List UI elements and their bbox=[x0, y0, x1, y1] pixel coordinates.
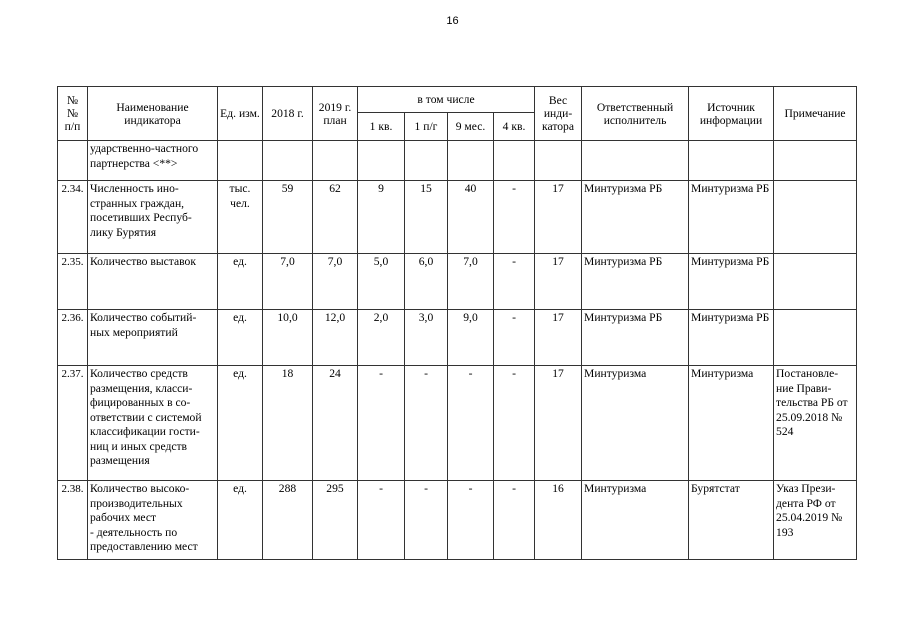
cell-q4: - bbox=[494, 310, 535, 366]
header-q1: 1 кв. bbox=[358, 113, 405, 141]
cell-responsible: Минтуризма bbox=[582, 366, 689, 481]
cell-weight: 17 bbox=[535, 310, 582, 366]
cell-q4 bbox=[494, 141, 535, 181]
cell-2019-plan: 24 bbox=[313, 366, 358, 481]
header-weight: Вес инди-катора bbox=[535, 87, 582, 141]
cell-h1: 3,0 bbox=[405, 310, 448, 366]
cell-name: ударственно-частного партнерства <**> bbox=[88, 141, 218, 181]
cell-2018: 7,0 bbox=[263, 254, 313, 310]
cell-9m: - bbox=[448, 366, 494, 481]
cell-2018 bbox=[263, 141, 313, 181]
cell-name: Количество высоко-производительных рабочих мест - деятельность по предоставлению мест bbox=[88, 481, 218, 560]
cell-source: Минтуризма bbox=[689, 366, 774, 481]
cell-q1: 9 bbox=[358, 181, 405, 254]
cell-num: 2.35. bbox=[58, 254, 88, 310]
header-unit: Ед. изм. bbox=[218, 87, 263, 141]
table-row bbox=[58, 310, 857, 366]
header-responsible: Ответственный исполнитель bbox=[582, 87, 689, 141]
header-including: в том числе bbox=[358, 87, 535, 113]
cell-name: Количество выставок bbox=[88, 254, 218, 310]
table-body bbox=[58, 141, 857, 560]
cell-q4: - bbox=[494, 366, 535, 481]
cell-2018: 18 bbox=[263, 366, 313, 481]
cell-2018: 288 bbox=[263, 481, 313, 560]
header-h1: 1 п/г bbox=[405, 113, 448, 141]
header-2019-plan: 2019 г. план bbox=[313, 87, 358, 141]
cell-2018: 10,0 bbox=[263, 310, 313, 366]
cell-note: Постановле-ние Прави-тельства РБ от 25.09.2018 № 524 bbox=[774, 366, 857, 481]
cell-source: Минтуризма РБ bbox=[689, 310, 774, 366]
cell-num: 2.36. bbox=[58, 310, 88, 366]
cell-h1: 6,0 bbox=[405, 254, 448, 310]
cell-name: Численность ино-странных граждан, посетивших Респуб-лику Бурятия bbox=[88, 181, 218, 254]
cell-unit bbox=[218, 141, 263, 181]
cell-q1: - bbox=[358, 366, 405, 481]
cell-unit: ед. bbox=[218, 481, 263, 560]
cell-source: Минтуризма РБ bbox=[689, 181, 774, 254]
cell-responsible: Минтуризма РБ bbox=[582, 310, 689, 366]
table-row bbox=[58, 366, 857, 481]
cell-responsible bbox=[582, 141, 689, 181]
header-name: Наименование индикатора bbox=[88, 87, 218, 141]
cell-9m: 9,0 bbox=[448, 310, 494, 366]
cell-2019-plan: 295 bbox=[313, 481, 358, 560]
page-number: 16 bbox=[446, 15, 459, 27]
cell-h1: - bbox=[405, 366, 448, 481]
cell-note bbox=[774, 141, 857, 181]
cell-h1: - bbox=[405, 481, 448, 560]
header-2018: 2018 г. bbox=[263, 87, 313, 141]
cell-note: Указ Прези-дента РФ от 25.04.2019 № 193 bbox=[774, 481, 857, 560]
header-source: Источник информации bbox=[689, 87, 774, 141]
cell-h1 bbox=[405, 141, 448, 181]
cell-2018: 59 bbox=[263, 181, 313, 254]
cell-2019-plan bbox=[313, 141, 358, 181]
cell-note bbox=[774, 254, 857, 310]
header-q4: 4 кв. bbox=[494, 113, 535, 141]
cell-name: Количество средств размещения, класси-фицированных в со-ответствии с системой классификации гости-ниц и иных средств размещения bbox=[88, 366, 218, 481]
cell-weight: 17 bbox=[535, 254, 582, 310]
cell-note bbox=[774, 181, 857, 254]
header-9m: 9 мес. bbox=[448, 113, 494, 141]
cell-source: Бурятстат bbox=[689, 481, 774, 560]
cell-q1: 2,0 bbox=[358, 310, 405, 366]
header-note: Примечание bbox=[774, 87, 857, 141]
cell-h1: 15 bbox=[405, 181, 448, 254]
cell-q4: - bbox=[494, 481, 535, 560]
cell-source: Минтуризма РБ bbox=[689, 254, 774, 310]
cell-weight: 16 bbox=[535, 481, 582, 560]
cell-unit: ед. bbox=[218, 310, 263, 366]
cell-q4: - bbox=[494, 254, 535, 310]
cell-unit: ед. bbox=[218, 254, 263, 310]
cell-9m bbox=[448, 141, 494, 181]
cell-weight: 17 bbox=[535, 366, 582, 481]
cell-q4: - bbox=[494, 181, 535, 254]
cell-responsible: Минтуризма РБ bbox=[582, 181, 689, 254]
cell-weight bbox=[535, 141, 582, 181]
cell-source bbox=[689, 141, 774, 181]
table-row bbox=[58, 141, 857, 181]
cell-name: Количество событий-ных мероприятий bbox=[88, 310, 218, 366]
cell-num: 2.37. bbox=[58, 366, 88, 481]
table-row bbox=[58, 481, 857, 560]
cell-q1: 5,0 bbox=[358, 254, 405, 310]
cell-num: 2.34. bbox=[58, 181, 88, 254]
cell-note bbox=[774, 310, 857, 366]
cell-responsible: Минтуризма РБ bbox=[582, 254, 689, 310]
cell-unit: тыс. чел. bbox=[218, 181, 263, 254]
cell-num bbox=[58, 141, 88, 181]
cell-9m: 40 bbox=[448, 181, 494, 254]
cell-num: 2.38. bbox=[58, 481, 88, 560]
table-row bbox=[58, 254, 857, 310]
header-num: № № п/п bbox=[58, 87, 88, 141]
table-header bbox=[58, 87, 857, 141]
cell-responsible: Минтуризма bbox=[582, 481, 689, 560]
cell-2019-plan: 62 bbox=[313, 181, 358, 254]
cell-9m: 7,0 bbox=[448, 254, 494, 310]
cell-9m: - bbox=[448, 481, 494, 560]
cell-weight: 17 bbox=[535, 181, 582, 254]
cell-q1: - bbox=[358, 481, 405, 560]
cell-2019-plan: 7,0 bbox=[313, 254, 358, 310]
indicators-table bbox=[57, 86, 857, 560]
table-row bbox=[58, 181, 857, 254]
cell-2019-plan: 12,0 bbox=[313, 310, 358, 366]
cell-q1 bbox=[358, 141, 405, 181]
cell-unit: ед. bbox=[218, 366, 263, 481]
